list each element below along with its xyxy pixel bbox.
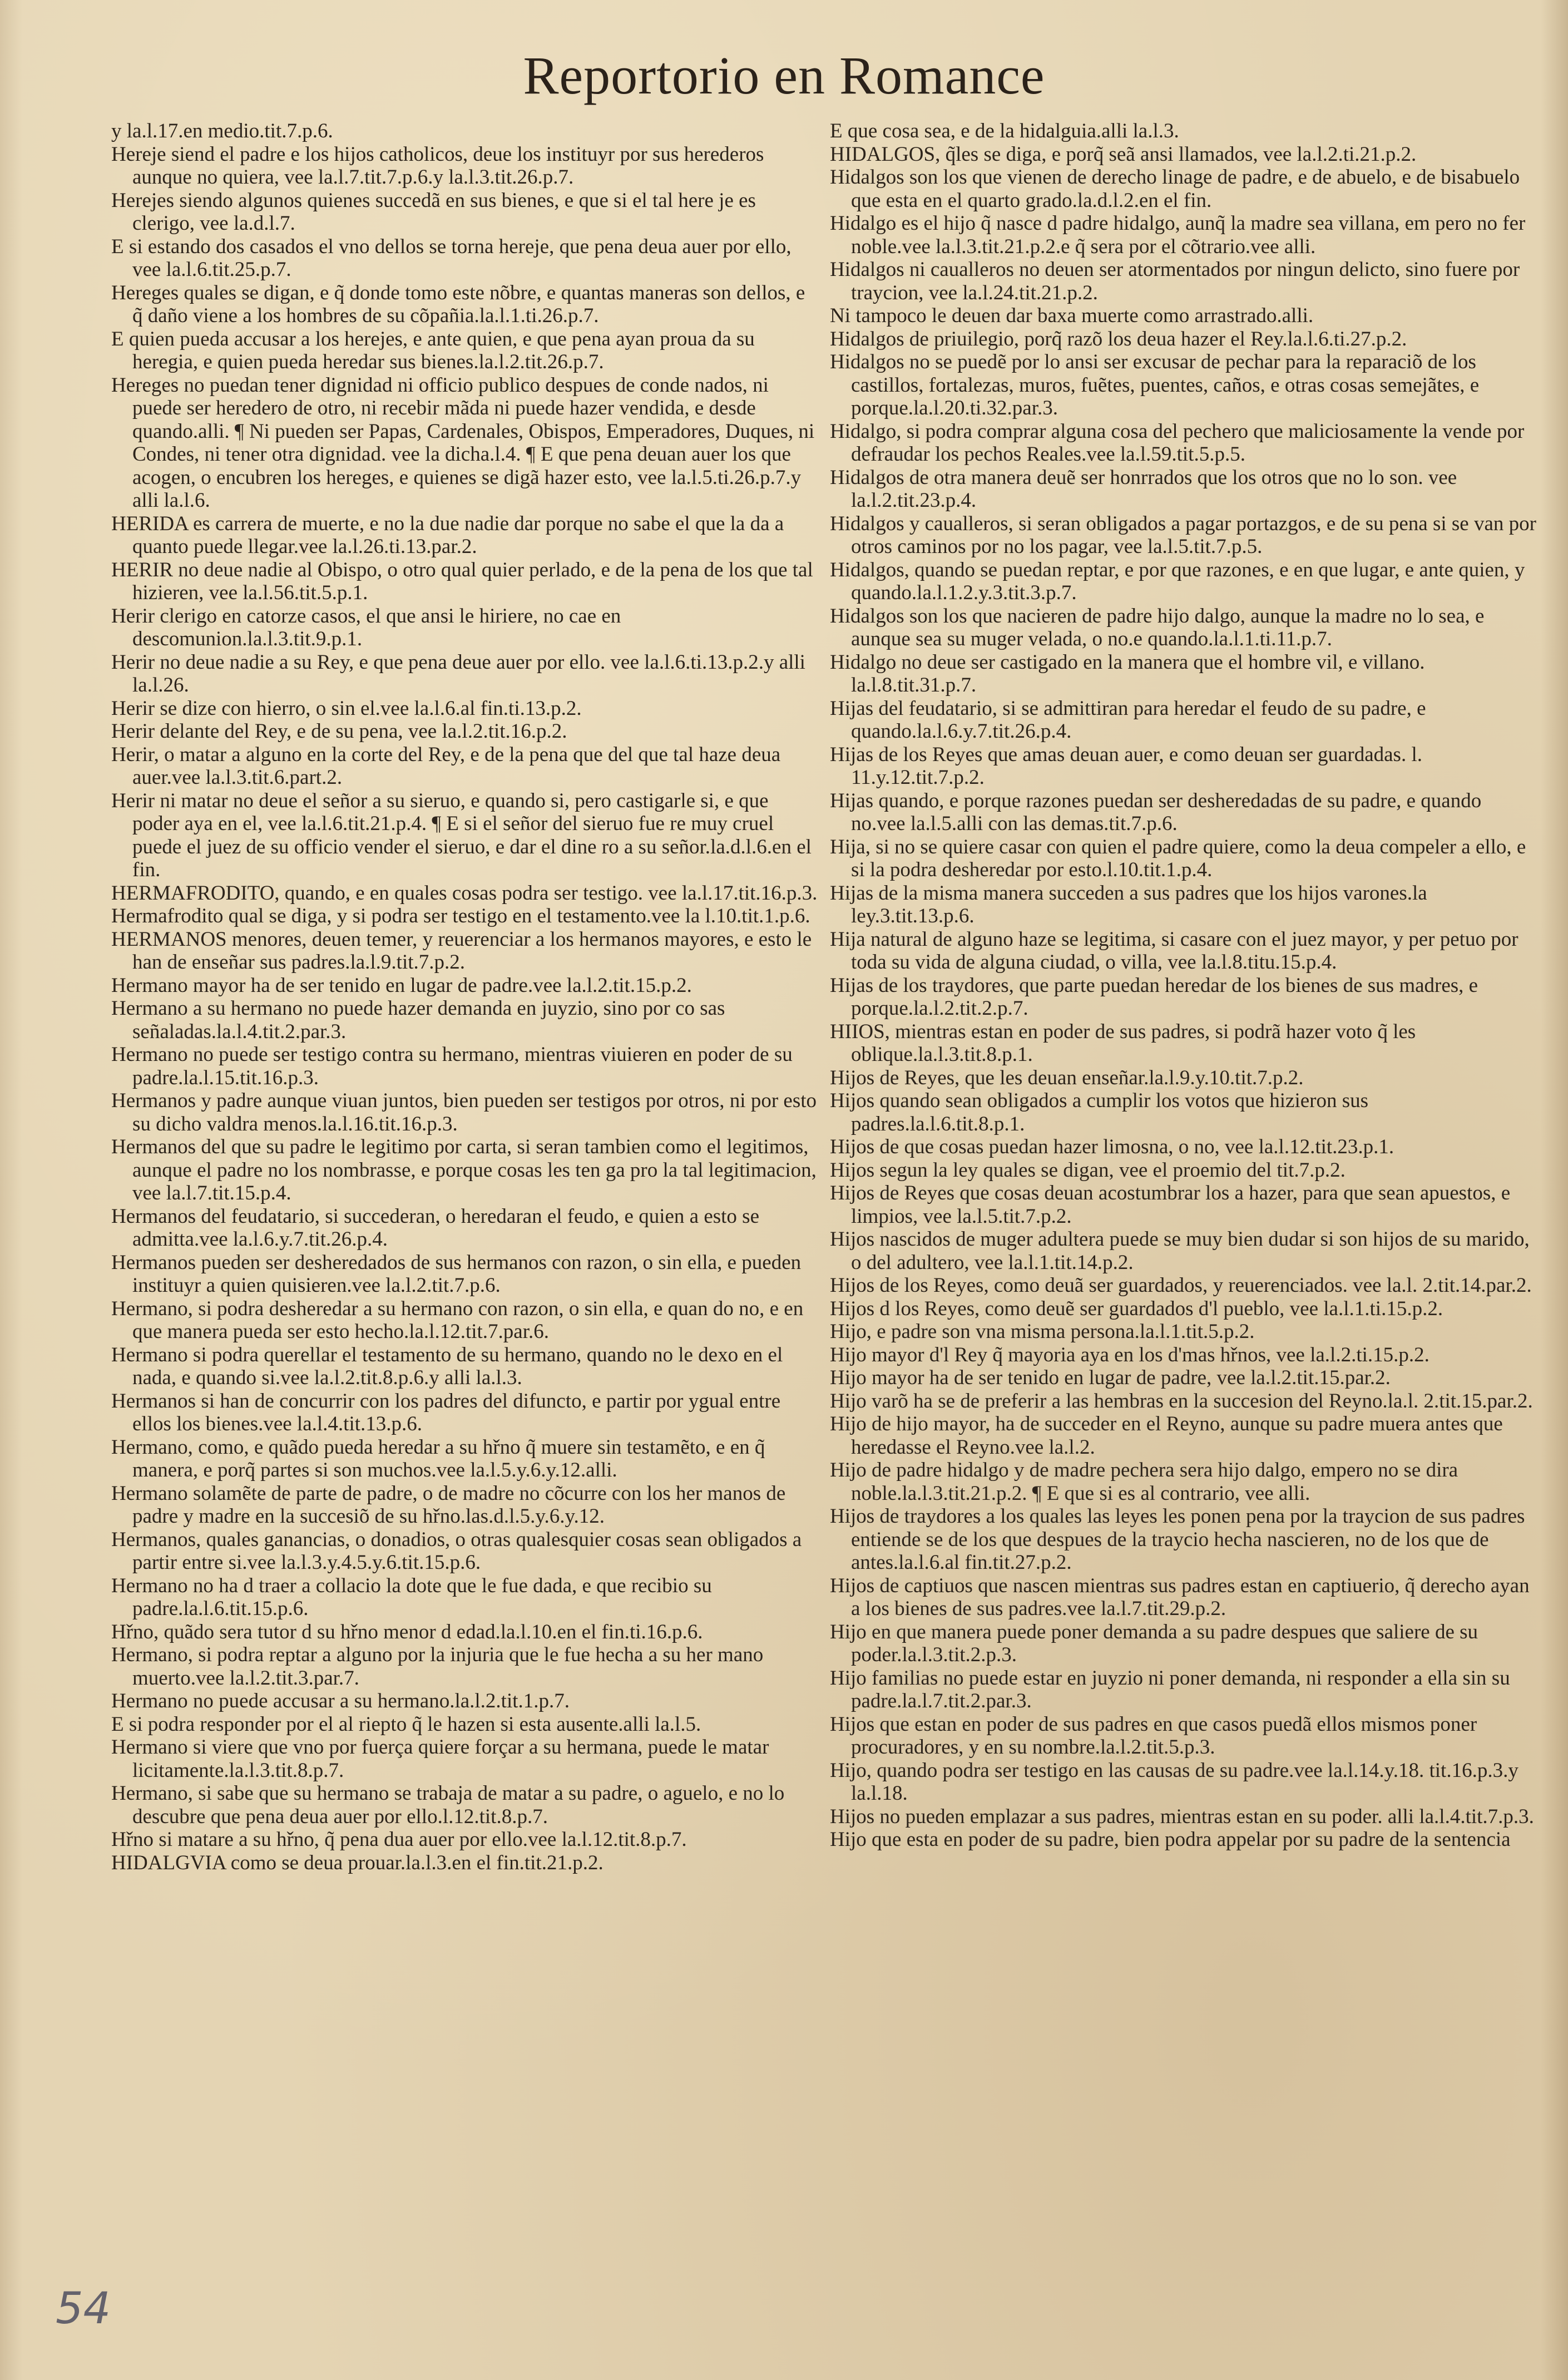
index-entry: Hijos de Reyes, que les deuan enseñar.la.l.9.y.10.tit.7.p.2. [830,1066,1304,1089]
index-entry: Hijos de captiuos que nascen mientras sus padres estan en captiuerio, q̃ derecho ayan a los bienes de sus padres.vee la.l.7.tit.29.p.2. [830,1574,1530,1620]
index-entry: Hereje siend el padre e los hijos catholicos, deue los instituyr por sus herederos aunque no quiera, vee la.l.7.tit.7.p.6.y la.l.3.tit.26.p.7. [111,142,764,189]
index-entry: Herir ni matar no deue el señor a su sieruo, e quando si, pero castigarle si, e que poder aya en el, vee la.l.6.tit.21.p.4. ¶ E si el señor del sieruo fue re muy cruel puede el juez de su officio vender el sieruo, e dar el dine ro a su señor.la.d.l.6.en el fin. [111,789,812,881]
index-entry: Hermanos si han de concurrir con los padres del difuncto, e partir por ygual entre ellos los bienes.vee la.l.4.tit.13.p.6. [111,1389,781,1435]
index-entry: Hermano no puede accusar a su hermano.la.l.2.tit.1.p.7. [111,1690,570,1712]
index-entry: Hijo familias no puede estar en juyzio ni poner demanda, ni responder a ella sin su padre.la.l.7.tit.2.par.3. [830,1666,1510,1712]
index-entry: Hijo varõ ha se de preferir a las hembras en la succesion del Reyno.la.l. 2.tit.15.par.2. [830,1389,1533,1413]
index-entry: HIIOS, mientras estan en poder de sus padres, si podrã hazer voto q̃ les oblique.la.l.3.tit.8.p.1. [830,1020,1416,1066]
index-entry: Hija natural de alguno haze se legitima, si casare con el juez mayor, y per petuo por toda su vida de alguna ciudad, o villa, vee la.l.8.titu.15.p.4. [830,927,1518,974]
index-entry: Hijo en que manera puede poner demanda a su padre despues que saliere de su poder.la.l.3.tit.2.p.3. [830,1620,1478,1666]
index-entry: Hidalgos no se puedẽ por lo ansi ser excusar de pechar para la reparaciõ de los castillos, fortalezas, muros, fuẽtes, puentes, caños, e otras cosas semejãtes, e porque.la.l.20.ti.32.par.3. [830,350,1480,419]
index-entry: Hidalgos ni caualleros no deuen ser atormentados por ningun delicto, sino fuere por traycion, vee la.l.24.tit.21.p.2. [830,258,1520,304]
index-entry: Hijo mayor d'l Rey q̃ mayoria aya en los d'mas hřnos, vee la.l.2.ti.15.p.2. [830,1343,1429,1366]
index-entry: Hijas quando, e porque razones puedan ser desheredadas de su padre, e quando no.vee la.l.5.alli con las demas.tit.7.p.6. [830,789,1482,835]
index-entry: Hijo que esta en poder de su padre, bien podra appelar por su padre de la sentencia [830,1828,1511,1851]
index-entry: Hijos segun la ley quales se digan, vee el proemio del tit.7.p.2. [830,1158,1346,1182]
index-entry: Hidalgo, si podra comprar alguna cosa del pechero que maliciosamente la vende por defraudar los pechos Reales.vee la.l.59.tit.5.p.5. [830,419,1525,466]
index-entry: Hidalgos de priuilegio, porq̃ razõ los deua hazer el Rey.la.l.6.ti.27.p.2. [830,327,1407,350]
index-entry: Hermano solamẽte de parte de padre, o de madre no cõcurre con los her manos de padre y madre en la succesiõ de su hřno.las.d.l.5.y.6.y.12. [111,1482,786,1528]
index-entry: Hermano si viere que vno por fuerça quiere forçar a su hermana, puede le matar licitamente.la.l.3.tit.8.p.7. [111,1736,769,1782]
index-entry: HIDALGVIA como se deua prouar.la.l.3.en el fin.tit.21.p.2. [111,1851,604,1874]
index-entry: Hermano a su hermano no puede hazer demanda en juyzio, sino por co sas señaladas.la.l.4.tit.2.par.3. [111,997,725,1043]
index-entry: Hijo de padre hidalgo y de madre pechera sera hijo dalgo, empero no se dira noble.la.l.3.tit.21.p.2. ¶ E que si es al contrario, vee alli. [830,1459,1458,1505]
index-entry: Herir no deue nadie a su Rey, e que pena deue auer por ello. vee la.l.6.ti.13.p.2.y alli la.l.26. [111,650,805,697]
index-entry: HIDALGOS, q̃les se diga, e porq̃ seã ansi llamados, vee la.l.2.ti.21.p.2. [830,142,1417,166]
index-entry: Hijas de los Reyes que amas deuan auer, e como deuan ser guardadas. l. 11.y.12.tit.7.p.2. [830,743,1422,789]
index-entry: Hijo, e padre son vna misma persona.la.l.1.tit.5.p.2. [830,1320,1255,1343]
index-entry: Hidalgos, quando se puedan reptar, e por que razones, e en que lugar, e ante quien, y quando.la.l.1.2.y.3.tit.3.p.7. [830,558,1525,604]
index-entry: HERMAFRODITO, quando, e en quales cosas podra ser testigo. vee la.l.17.tit.16.p.3. [111,881,818,905]
index-entry: Hijos nascidos de muger adultera puede se muy bien dudar si son hijos de su marido, o del adultero, vee la.l.1.tit.14.p.2. [830,1228,1530,1274]
index-entry: Hermanos, quales ganancias, o donadios, o otras qualesquier cosas sean obligados a partir entre si.vee la.l.3.y.4.5.y.6.tit.15.p.6. [111,1528,802,1574]
index-entry: Hereges no puedan tener dignidad ni officio publico despues de conde nados, ni puede ser heredero de otro, ni recebir mãda ni puede hazer vendida, e desde quando.alli. ¶ Ni pueden ser Papas, Cardenales, Obispos, Emperadores, Duques, ni Condes, ni tener otra dignidad. vee la dicha.l.4. ¶ E que pena deuan auer los que acogen, o encubren los hereges, e quienes se digã hazer esto, vee la.l.5.ti.26.p.7.y alli la.l.6. [111,373,815,512]
index-entry: Herir se dize con hierro, o sin el.vee la.l.6.al fin.ti.13.p.2. [111,697,582,720]
index-entry: Herejes siendo algunos quienes succedã en sus bienes, e que si el tal here je es clerigo, vee la.d.l.7. [111,189,756,235]
index-entry: Hidalgos y caualleros, si seran obligados a pagar portazgos, e de su pena si se van por otros caminos por no los pagar, vee la.l.5.tit.7.p.5. [830,512,1536,558]
index-entry: Hermafrodito qual se diga, y si podra ser testigo en el testamento.vee la l.10.tit.1.p.6. [111,905,810,927]
index-entry: Hermanos del feudatario, si succederan, o heredaran el feudo, e quien a esto se admitta.vee la.l.6.y.7.tit.26.p.4. [111,1204,759,1251]
index-entry: Hijos de que cosas puedan hazer limosna, o no, vee la.l.12.tit.23.p.1. [830,1135,1394,1158]
index-entry: E que cosa sea, e de la hidalguia.alli la.l.3. [830,120,1179,142]
index-entry: Hermano, como, e quãdo pueda heredar a su hřno q̃ muere sin testamẽto, e en q̃ manera, e porq̃ partes si son muchos.vee la.l.5.y.6.y.12.alli. [111,1435,765,1482]
index-entry: E si estando dos casados el vno dellos se torna hereje, que pena deua auer por ello, vee la.l.6.tit.25.p.7. [111,235,792,281]
index-entry: Hijas del feudatario, si se admittiran para heredar el feudo de su padre, e quando.la.l.6.y.7.tit.26.p.4. [830,697,1426,743]
index-entry: Herir clerigo en catorze casos, el que ansi le hiriere, no cae en descomunion.la.l.3.tit.9.p.1. [111,604,621,650]
index-entry: Hijas de los traydores, que parte puedan heredar de los bienes de sus madres, e porque.la.l.2.tit.2.p.7. [830,974,1478,1020]
index-entry: Hijos de Reyes que cosas deuan acostumbrar los a hazer, para que sean apuestos, e limpios, vee la.l.5.tit.7.p.2. [830,1182,1511,1228]
index-entry: Hijo mayor ha de ser tenido en lugar de padre, vee la.l.2.tit.15.par.2. [830,1366,1391,1389]
index-entry: Hijos de traydores a los quales las leyes les ponen pena por la traycion de sus padres entiende se de los que despues de la traycio hecha nascieren, no de los que de antes.la.l.6.al fin.tit.27.p.2. [830,1505,1525,1574]
index-entry: Hijo de hijo mayor, ha de succeder en el Reyno, aunque su padre muera antes que heredasse el Reyno.vee la.l.2. [830,1413,1503,1459]
index-entry: HERIDA es carrera de muerte, e no la due nadie dar porque no sabe el que la da a quanto puede llegar.vee la.l.26.ti.13.par.2. [111,512,784,558]
index-entry: Hřno, quãdo sera tutor d su hřno menor d edad.la.l.10.en el fin.ti.16.p.6. [111,1620,703,1643]
index-entry: Hermano mayor ha de ser tenido en lugar de padre.vee la.l.2.tit.15.p.2. [111,974,692,997]
index-entry: Hermano, si sabe que su hermano se trabaja de matar a su padre, o aguelo, e no lo descubre que pena deua auer por ello.l.12.tit.8.p.7. [111,1782,785,1828]
index-entry: HERMANOS menores, deuen temer, y reuerenciar a los hermanos mayores, e esto le han de enseñar sus padres.la.l.9.tit.7.p.2. [111,927,812,974]
index-entry: Hijo, quando podra ser testigo en las causas de su padre.vee la.l.14.y.18. tit.16.p.3.y la.l.18. [830,1759,1518,1805]
index-entry: Hijos d los Reyes, como deuẽ ser guardados d'l pueblo, vee la.l.1.ti.15.p.2. [830,1297,1443,1320]
index-entry: y la.l.17.en medio.tit.7.p.6. [111,120,333,142]
index-entry: Hermanos del que su padre le legitimo por carta, si seran tambien como el legitimos, aunque el padre no los nombrasse, e porque cosas les ten ga pro la tal legitimacion, vee la.l.7.tit.15.p.4. [111,1135,817,1204]
right-column [830,120,1536,1851]
index-entry: Hidalgo es el hijo q̃ nasce d padre hidalgo, aunq̃ la madre sea villana, em pero no fer noble.vee la.l.3.tit.21.p.2.e q̃ sera por el cõtrario.vee alli. [830,212,1526,258]
index-entry: Hidalgos son los que vienen de derecho linage de padre, e de abuelo, e de bisabuelo que esta en el quarto grado.la.d.l.2.en el fin. [830,166,1520,212]
index-entry: Hidalgos son los que nacieren de padre hijo dalgo, aunque la madre no lo sea, e aunque sea su muger velada, o no.e quando.la.l.1.ti.11.p.7. [830,604,1485,650]
index-entry: Herir delante del Rey, e de su pena, vee la.l.2.tit.16.p.2. [111,720,567,743]
index-entry: Hřno si matare a su hřno, q̃ pena dua auer por ello.vee la.l.12.tit.8.p.7. [111,1828,687,1851]
index-entry: Hermanos y padre aunque viuan juntos, bien pueden ser testigos por otros, ni por esto su dicho valdra menos.la.l.16.tit.16.p.3. [111,1089,817,1135]
index-entry: HERIR no deue nadie al Obispo, o otro qual quier perlado, e de la pena de los que tal hizieren, vee la.l.56.tit.5.p.1. [111,558,813,604]
index-entry: Hermano no puede ser testigo contra su hermano, mientras viuieren en poder de su padre.la.l.15.tit.16.p.3. [111,1043,793,1089]
index-entry: Hidalgo no deue ser castigado en la manera que el hombre vil, e villano. la.l.8.tit.31.p.7. [830,650,1425,697]
page-title: Reportorio en Romance [523,46,1045,105]
index-entry: E si podra responder por el al riepto q̃ le hazen si esta ausente.alli la.l.5. [111,1712,701,1736]
index-entry: Hijos que estan en poder de sus padres en que casos puedã ellos mismos poner procuradores, y en su nombre.la.l.2.tit.5.p.3. [830,1712,1477,1759]
index-entry: Hermanos pueden ser desheredados de sus hermanos con razon, o sin ella, e pueden instituyr a quien quisieren.vee la.l.2.tit.7.p.6. [111,1251,802,1297]
index-entry: E quien pueda accusar a los herejes, e ante quien, e que pena ayan proua da su heregia, e quien pueda heredar sus bienes.la.l.2.tit.26.p.7. [111,327,755,373]
index-entry: Hermano no ha d traer a collacio la dote que le fue dada, e que recibio su padre.la.l.6.tit.15.p.6. [111,1574,712,1620]
index-entry: Hija, si no se quiere casar con quien el padre quiere, como la deua compeler a ello, e si la podra desheredar por esto.l.10.tit.1.p.4. [830,835,1526,881]
index-entry: Hijas de la misma manera succeden a sus padres que los hijos varones.la ley.3.tit.13.p.6. [830,881,1427,927]
handwritten-folio-number: 54 [56,2284,111,2334]
index-entry: Hermano, si podra reptar a alguno por la injuria que le fue hecha a su her mano muerto.vee la.l.2.tit.3.par.7. [111,1643,764,1690]
index-entry: Hijos quando sean obligados a cumplir los votos que hizieron sus padres.la.l.6.tit.8.p.1. [830,1089,1369,1135]
index-entry: Ni tampoco le deuen dar baxa muerte como arrastrado.alli. [830,304,1314,327]
index-entry: Hijos no pueden emplazar a sus padres, mientras estan en su poder. alli la.l.4.tit.7.p.3. [830,1805,1534,1828]
index-entry: Hermano si podra querellar el testamento de su hermano, quando no le dexo en el nada, e quando si.vee la.l.2.tit.8.p.6.y alli la.l.3. [111,1343,783,1389]
index-entry: Hidalgos de otra manera deuẽ ser honrrados que los otros que no lo son. vee la.l.2.tit.23.p.4. [830,466,1457,512]
index-entry: Hijos de los Reyes, como deuã ser guardados, y reuerenciados. vee la.l. 2.tit.14.par.2. [830,1274,1532,1297]
index-entry: Herir, o matar a alguno en la corte del Rey, e de la pena que del que tal haze deua auer.vee la.l.3.tit.6.part.2. [111,743,781,789]
index-entry: Hermano, si podra desheredar a su hermano con razon, o sin ella, e quan do no, e en que manera pueda ser esto hecho.la.l.12.tit.7.par.6. [111,1297,804,1343]
left-column [111,120,818,1874]
index-entry: Hereges quales se digan, e q̃ donde tomo este nõbre, e quantas maneras son dellos, e q̃ daño viene a los hombres de su cõpañia.la.l.1.ti.26.p.7. [111,281,805,327]
